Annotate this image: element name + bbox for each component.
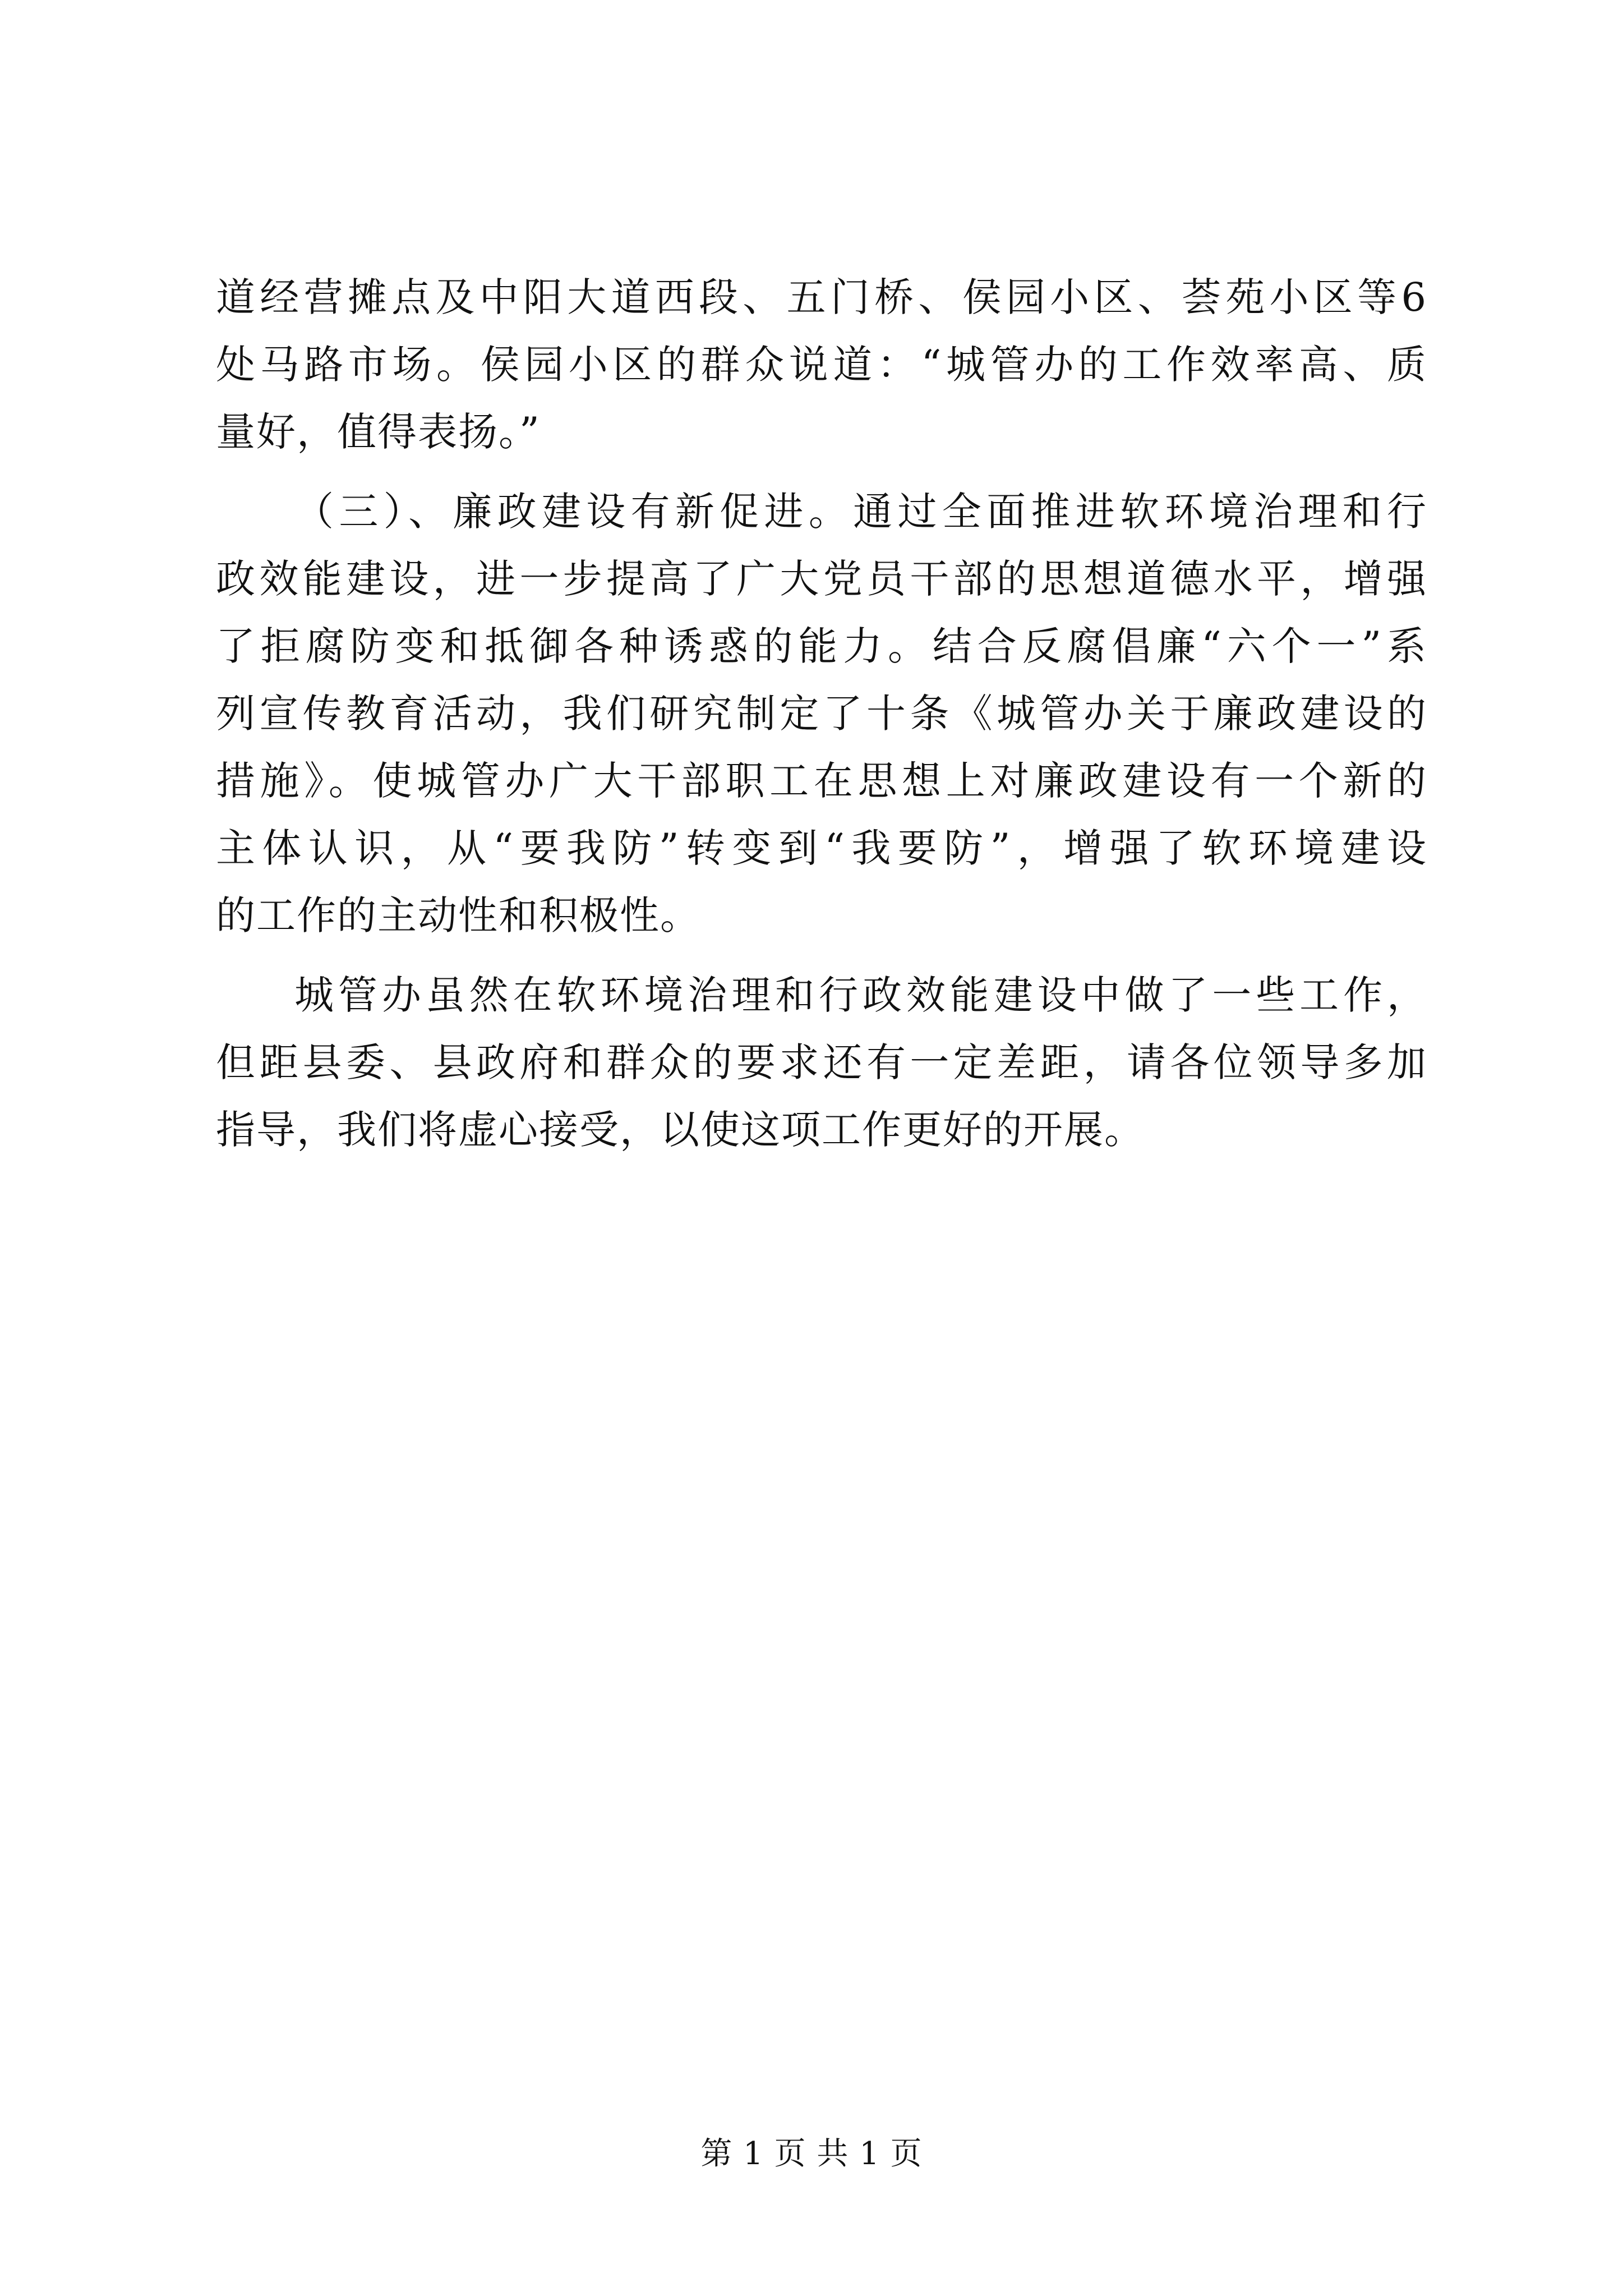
page-footer: [0, 2132, 1623, 2177]
paragraph-line: 措施》。使城管办广大干部职工在思想上对廉政建设有一个新的: [216, 758, 1427, 804]
page-number-label: 第 1 页 共 1 页: [700, 2136, 923, 2172]
paragraph-line: 政效能建设，进一步提高了广大党员干部的思想道德水平，增强: [216, 556, 1427, 602]
paragraph-line: 的工作的主动性和积极性。: [216, 892, 700, 938]
paragraph-line: 处马路市场。侯园小区的群众说道：“城管办的工作效率高、质: [216, 342, 1427, 388]
paragraph-line: 列宣传教育活动，我们研究制定了十条《城管办关于廉政建设的: [216, 691, 1427, 737]
paragraph-line: （三）、廉政建设有新促进。通过全面推进软环境治理和行: [294, 489, 1427, 535]
paragraph-line: 城管办虽然在软环境治理和行政效能建设中做了一些工作，: [294, 972, 1427, 1018]
paragraph-line: 主体认识，从“要我防”转变到“我要防”，增强了软环境建设: [216, 825, 1427, 871]
paragraph-conclusion: [216, 961, 1427, 1163]
paragraph-line: 指导，我们将虚心接受，以使这项工作更好的开展。: [216, 1107, 1145, 1153]
document-body: [216, 264, 1427, 1176]
paragraph-line: 了拒腐防变和抵御各种诱惑的能力。结合反腐倡廉“六个一”系: [216, 623, 1427, 669]
paragraph-integrity-building: [216, 478, 1427, 949]
paragraph-line: 但距县委、县政府和群众的要求还有一定差距，请各位领导多加: [216, 1039, 1427, 1085]
paragraph-line: 量好，值得表扬。”: [216, 409, 541, 455]
paragraph-market-cleanup: [216, 264, 1427, 466]
paragraph-line: 道经营摊点及中阳大道西段、五门桥、侯园小区、荟苑小区等6: [216, 274, 1427, 320]
